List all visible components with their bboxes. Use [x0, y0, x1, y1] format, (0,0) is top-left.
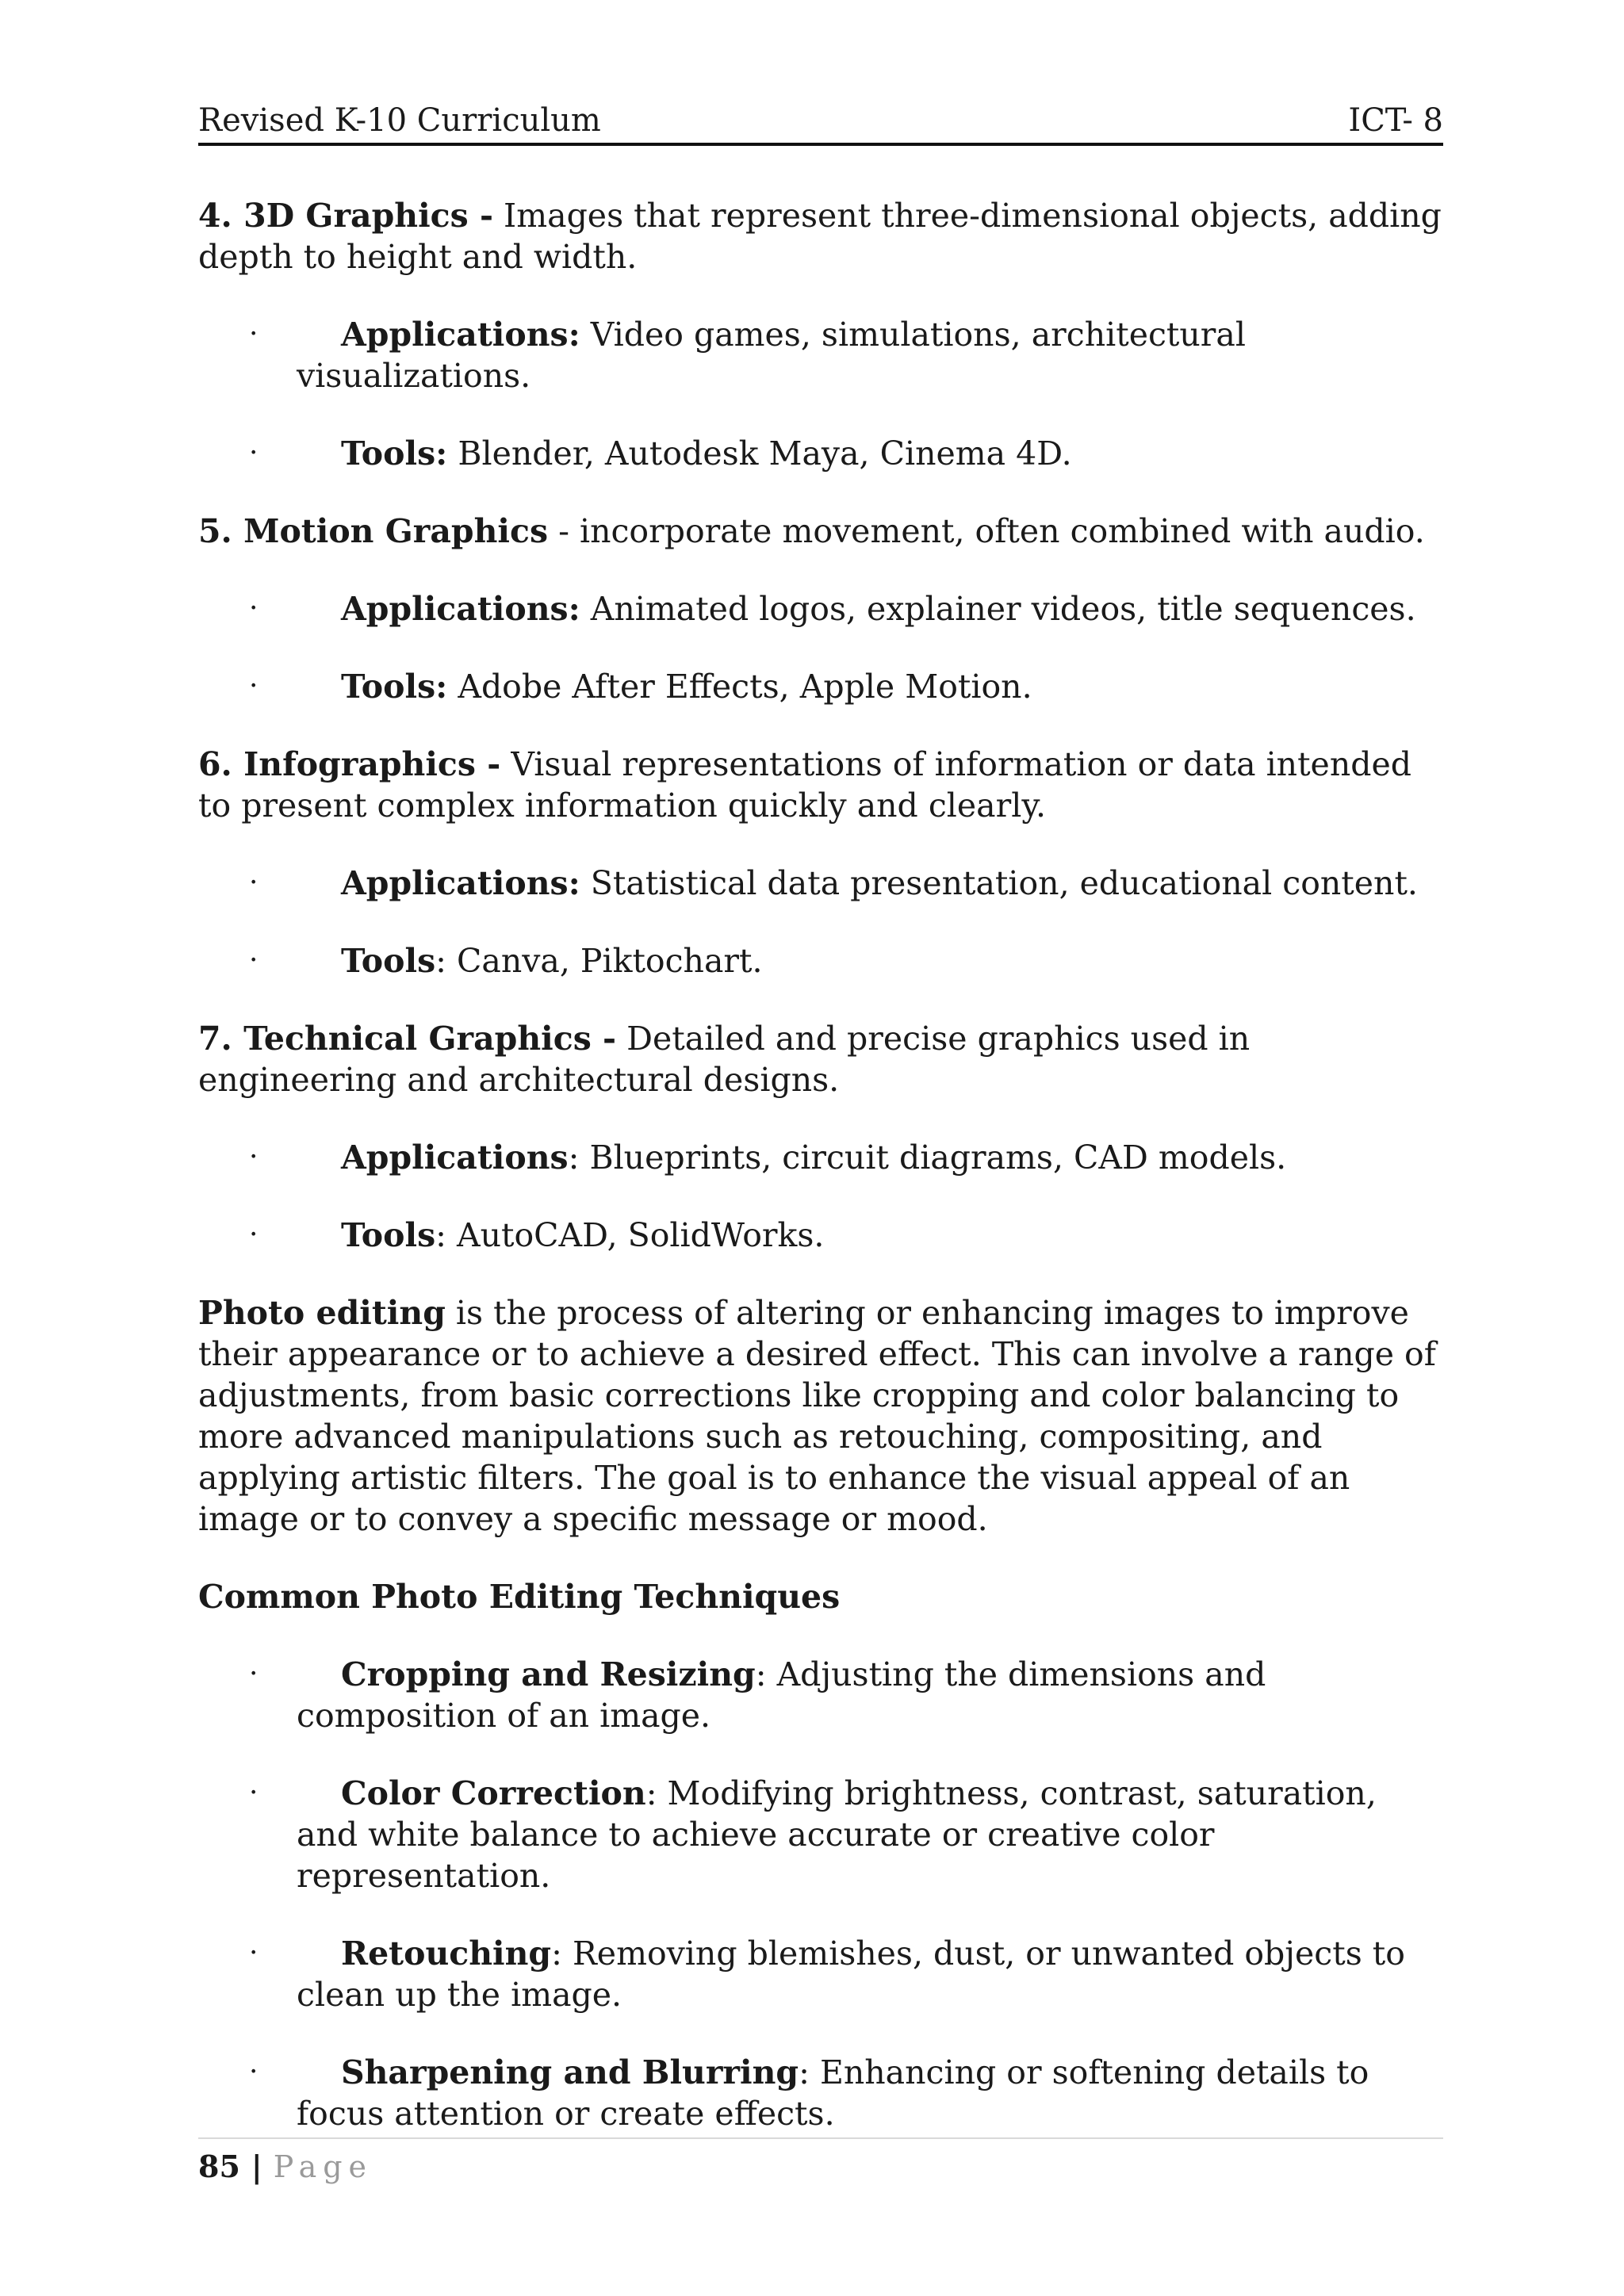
item-text: Video games, simulations, architectural visualizations.	[297, 316, 1246, 395]
section-title: 7. Technical Graphics -	[198, 1020, 617, 1058]
section-title: 5. Motion Graphics	[198, 512, 549, 550]
section-motion-graphics	[198, 511, 1443, 552]
photo-editing-text: is the process of altering or enhancing images to improve their appearance or to achieve a desired effect. This can involve a range of adjustments, from basic corrections like cropping and color balancing to more advanced manipulations such as retouching, compositing, and applying artistic filters. The goal is to enhance the visual appeal of an image or to convey a specific message or mood.	[198, 1294, 1436, 1538]
section-text: Images that represent three-dimensional objects, adding depth to height and width.	[198, 197, 1442, 276]
item-label: Cropping and Resizing	[341, 1655, 756, 1693]
bullet-dot-icon: ·	[249, 867, 259, 899]
techniques-heading: Common Photo Editing Techniques	[198, 1578, 841, 1616]
item-label: Tools:	[341, 668, 448, 706]
page-label: Page	[273, 2149, 373, 2184]
list-item	[198, 940, 1443, 982]
section-title: 4. 3D Graphics -	[198, 197, 494, 235]
item-label: Tools	[341, 1216, 436, 1254]
item-label: Sharpening and Blurring	[341, 2053, 799, 2091]
page-content	[198, 195, 1443, 2171]
page-footer	[198, 2137, 1443, 2187]
bullet-dot-icon: ·	[249, 944, 259, 977]
section-3d-graphics	[198, 195, 1443, 277]
section-infographics	[198, 744, 1443, 826]
curriculum-title: Revised K-10 Curriculum	[198, 102, 601, 139]
list-item	[198, 1654, 1443, 1736]
list-item	[198, 666, 1443, 707]
item-label: Tools:	[341, 434, 448, 473]
list-item	[198, 433, 1443, 474]
list-item	[198, 1773, 1443, 1896]
item-text: : Enhancing or softening details to focus attention or create effects.	[297, 2053, 1369, 2133]
item-label: Applications:	[341, 590, 580, 628]
item-label: Tools	[341, 942, 436, 980]
item-label: Applications	[341, 1138, 569, 1177]
item-text: Animated logos, explainer videos, title sequences.	[580, 590, 1416, 628]
page-header	[198, 95, 1443, 146]
item-text: : Canva, Piktochart.	[435, 942, 763, 980]
list-item	[198, 314, 1443, 396]
list-item	[198, 863, 1443, 904]
item-text: : AutoCAD, SolidWorks.	[435, 1216, 825, 1254]
item-text: Statistical data presentation, educational content.	[580, 864, 1418, 902]
item-text: : Adjusting the dimensions and composition of an image.	[297, 1655, 1266, 1735]
bullet-dot-icon: ·	[249, 2056, 259, 2088]
item-text: Blender, Autodesk Maya, Cinema 4D.	[447, 434, 1072, 473]
section-technical-graphics	[198, 1018, 1443, 1100]
bullet-dot-icon: ·	[249, 670, 259, 702]
bullet-dot-icon: ·	[249, 1658, 259, 1690]
item-text: : Removing blemishes, dust, or unwanted objects to clean up the image.	[297, 1934, 1405, 2014]
list-item	[198, 1137, 1443, 1178]
bullet-dot-icon: ·	[249, 1141, 259, 1173]
list-item	[198, 1215, 1443, 1256]
bullet-dot-icon: ·	[249, 1219, 259, 1251]
photo-editing-paragraph	[198, 1292, 1443, 1540]
subject-code: ICT- 8	[1348, 102, 1443, 139]
section-text: Detailed and precise graphics used in engineering and architectural designs.	[198, 1020, 1251, 1099]
item-text: Adobe After Effects, Apple Motion.	[447, 668, 1032, 706]
photo-editing-term: Photo editing	[198, 1294, 446, 1332]
page-number: 85	[198, 2149, 240, 2184]
list-item	[198, 1933, 1443, 2015]
item-label: Color Correction	[341, 1774, 646, 1812]
item-text: : Blueprints, circuit diagrams, CAD models.	[568, 1138, 1287, 1177]
item-label: Retouching	[341, 1934, 552, 1973]
bullet-dot-icon: ·	[249, 1937, 259, 1969]
item-text: : Modifying brightness, contrast, saturation, and white balance to achieve accurate or creative color representation.	[297, 1774, 1377, 1895]
bullet-dot-icon: ·	[249, 437, 259, 469]
item-label: Applications:	[341, 864, 580, 902]
list-item	[198, 588, 1443, 629]
section-text: - incorporate movement, often combined with audio.	[548, 512, 1425, 550]
bullet-dot-icon: ·	[249, 1777, 259, 1809]
section-title: 6. Infographics -	[198, 745, 501, 783]
footer-separator: |	[251, 2149, 262, 2184]
bullet-dot-icon: ·	[249, 592, 259, 625]
item-label: Applications:	[341, 316, 580, 354]
bullet-dot-icon: ·	[249, 318, 259, 350]
section-text: Visual representations of information or data intended to present complex information quickly and clearly.	[198, 745, 1411, 825]
list-item	[198, 2052, 1443, 2134]
